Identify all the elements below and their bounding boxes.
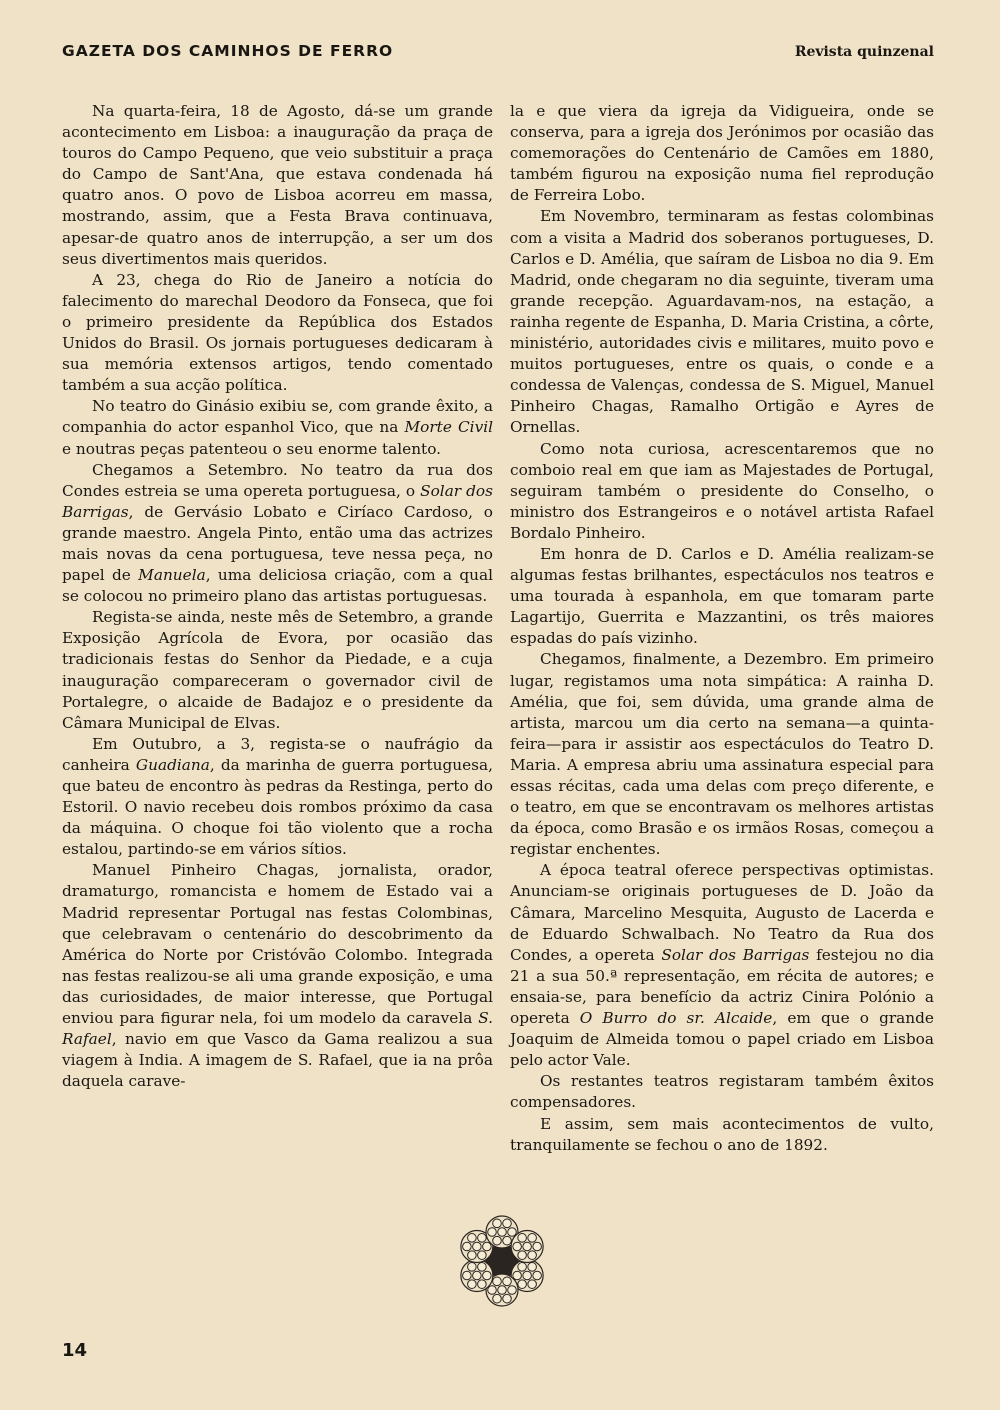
- paragraph: [62, 734, 493, 861]
- text-run: festejou no dia 21 a sua 50.ª representação, em récita de autores; e ensaia-se, para benefício da actriz Cinira Polónio a opereta: [510, 945, 934, 1028]
- text-run: E assim, sem mais acontecimentos de vulto, tranquilamente se fechou o ano de 1892.: [510, 1114, 934, 1154]
- text-run: No teatro do Ginásio exibiu se, com grande êxito, a companhia do actor espanhol Vico, que na: [62, 397, 493, 437]
- paragraph: [510, 544, 934, 649]
- text-run: Como nota curiosa, acrescentaremos que no comboio real em que iam as Majestades de Portugal, seguiram também o presidente do Conselho, o ministro dos Estrangeiros e o notável artista Rafael Bordalo Pinheiro.: [510, 439, 934, 542]
- text-run: la e que viera da igreja da Vidigueira, onde se conserva, para a igreja dos Jerónimos por ocasião das comemorações do Centenário de Camões em 1880, também figurou na exposição numa fiel reprodução de Ferreira Lobo.: [510, 102, 934, 205]
- text-run: Chegamos, finalmente, a Dezembro. Em primeiro lugar, registamos uma nota simpática: A rainha D. Amélia, que foi, sem dúvida, uma grande alma de artista, marcou um dia certo na semana—a quinta-feira—para ir assistir aos espectáculos do Teatro D. Maria. A empresa abriu uma assinatura especial para essas récitas, cada uma delas com preço diferente, e o teatro, em que se encontravam os melhores artistas da época, como Brasão e os irmãos Rosas, começou a registar enchentes.: [510, 650, 934, 859]
- text-run: Em honra de D. Carlos e D. Amélia realizam-se algumas festas brilhantes, espectáculos nos teatros e uma tourada à espanhola, em que tomaram parte Lagartijo, Guerrita e Mazzantini, os três maiores espadas do país vizinho.: [510, 544, 934, 648]
- text-run: , uma deliciosa criação, com a qual se colocou no primeiro plano das artistas portuguesas.: [62, 566, 493, 606]
- publication-title: GAZETA DOS CAMINHOS DE FERRO: [62, 42, 394, 60]
- text-run: , da marinha de guerra portuguesa, que bateu de encontro às pedras da Restinga, perto do Estoril. O navio recebeu dois rombos próximo da casa da máquina. O choque foi tão violento que a rocha estalou, partindo-se em vários sítios.: [62, 755, 493, 859]
- paragraph: [62, 460, 493, 608]
- paragraph: [62, 607, 493, 734]
- left-column: [62, 101, 493, 1092]
- italic-title: O Burro do sr. Alcaide: [579, 1009, 773, 1028]
- running-header: [62, 42, 934, 60]
- text-run: Na quarta-feira, 18 de Agosto, dá-se um grande acontecimento em Lisboa: a inauguração da praça de touros do Campo Pequeno, que veio substituir a praça do Campo de Sant'Ana, que estava condenada há quatro anos. O povo de Lisboa acorreu em massa, mostrando, assim, que a Festa Brava continuava, apesar-de quatro anos de interrupção, a ser um dos seus divertimentos mais queridos.: [62, 102, 493, 268]
- text-run: A época teatral oferece perspectivas optimistas. Anunciam-se originais portugueses de D. João da Câmara, Marcelino Mesquita, Augusto de Lacerda e de Eduardo Schwalbach. No Teatro da Rua dos Condes, a opereta: [510, 861, 934, 964]
- text-run: , em que o grande Joaquim de Almeida tomou o papel criado em Lisboa pelo actor Vale.: [510, 1009, 934, 1070]
- text-run: A 23, chega do Rio de Janeiro a notícia do falecimento do marechal Deodoro da Fonseca, que foi o primeiro presidente da República dos Estados Unidos do Brasil. Os jornais portugueses dedicaram à sua memória extensos artigos, tendo comentado também a sua acção política.: [62, 270, 493, 395]
- text-run: Em Novembro, terminaram as festas colombinas com a visita a Madrid dos soberanos portugueses, D. Carlos e D. Amélia, que saíram de Lisboa no dia 9. Em Madrid, onde chegaram no dia seguinte, tiveram uma grande recepção. Aguardavam-nos, na estação, a rainha regente de Espanha, D. Maria Cristina, a côrte, ministério, autoridades civis e militares, muito povo e muitos portugueses, entre os quais, o conde e a condessa de Valenças, condessa de S. Miguel, Manuel Pinheiro Chagas, Ramalho Ortigão e Ayres de Ornellas.: [510, 207, 934, 437]
- text-run: Manuel Pinheiro Chagas, jornalista, orador, dramaturgo, romancista e homem de Estado vai a Madrid representar Portugal nas festas Colombinas, que celebravam o centenário do descobrimento da América do Norte por Cristóvão Colombo. Integrada nas festas realizou-se ali uma grande exposição, e uma das curiosidades, de maior interesse, que Portugal enviou para figurar nela, foi um modelo da caravela: [62, 861, 493, 1028]
- paragraph: [510, 206, 934, 438]
- italic-title: S. Rafael: [62, 1009, 493, 1049]
- paragraph: [510, 101, 934, 206]
- text-run: , navio em que Vasco da Gama realizou a sua viagem à India. A imagem de S. Rafael, que ia na prôa daquela carave-: [62, 1030, 493, 1091]
- text-run: e noutras peças patenteou o seu enorme talento.: [62, 439, 442, 458]
- paragraph: [62, 396, 493, 459]
- right-column: [510, 101, 934, 1156]
- paragraph: [62, 270, 493, 397]
- paragraph: [62, 860, 493, 1092]
- paragraph: [62, 101, 493, 270]
- text-run: Os restantes teatros registaram também êxitos compensadores.: [510, 1072, 934, 1112]
- text-run: , de Gervásio Lobato e Ciríaco Cardoso, o grande maestro. Angela Pinto, então uma das actrizes mais novas da cena portuguesa, teve nessa peça, no papel de: [62, 502, 493, 585]
- italic-title: Solar dos Barrigas: [62, 481, 493, 521]
- page-number: 14: [62, 1340, 88, 1361]
- text-run: Regista-se ainda, neste mês de Setembro, a grande Exposição Agrícola de Evora, por ocasião das tradicionais festas do Senhor da Piedade, e a cuja inauguração compareceram o governador civil de Portalegre, o alcaide de Badajoz e o presidente da Câmara Municipal de Elvas.: [62, 608, 493, 732]
- italic-title: Guadiana: [135, 755, 210, 774]
- italic-title: Manuela: [138, 566, 206, 585]
- paragraph: [510, 1071, 934, 1113]
- text-run: Em Outubro, a 3, regista-se o naufrágio da canheira: [62, 734, 493, 774]
- paragraph: [510, 439, 934, 544]
- rope-cross-section-ornament-icon: [454, 1213, 550, 1309]
- paragraph: [510, 860, 934, 1071]
- text-run: Chegamos a Setembro. No teatro da rua dos Condes estreia se uma opereta portuguesa, o: [62, 460, 493, 500]
- paragraph: [510, 1114, 934, 1156]
- italic-title: Morte Civil: [404, 418, 493, 437]
- italic-title: Solar dos Barrigas: [661, 945, 810, 964]
- publication-subtitle: Revista quinzenal: [794, 44, 934, 60]
- paragraph: [510, 649, 934, 860]
